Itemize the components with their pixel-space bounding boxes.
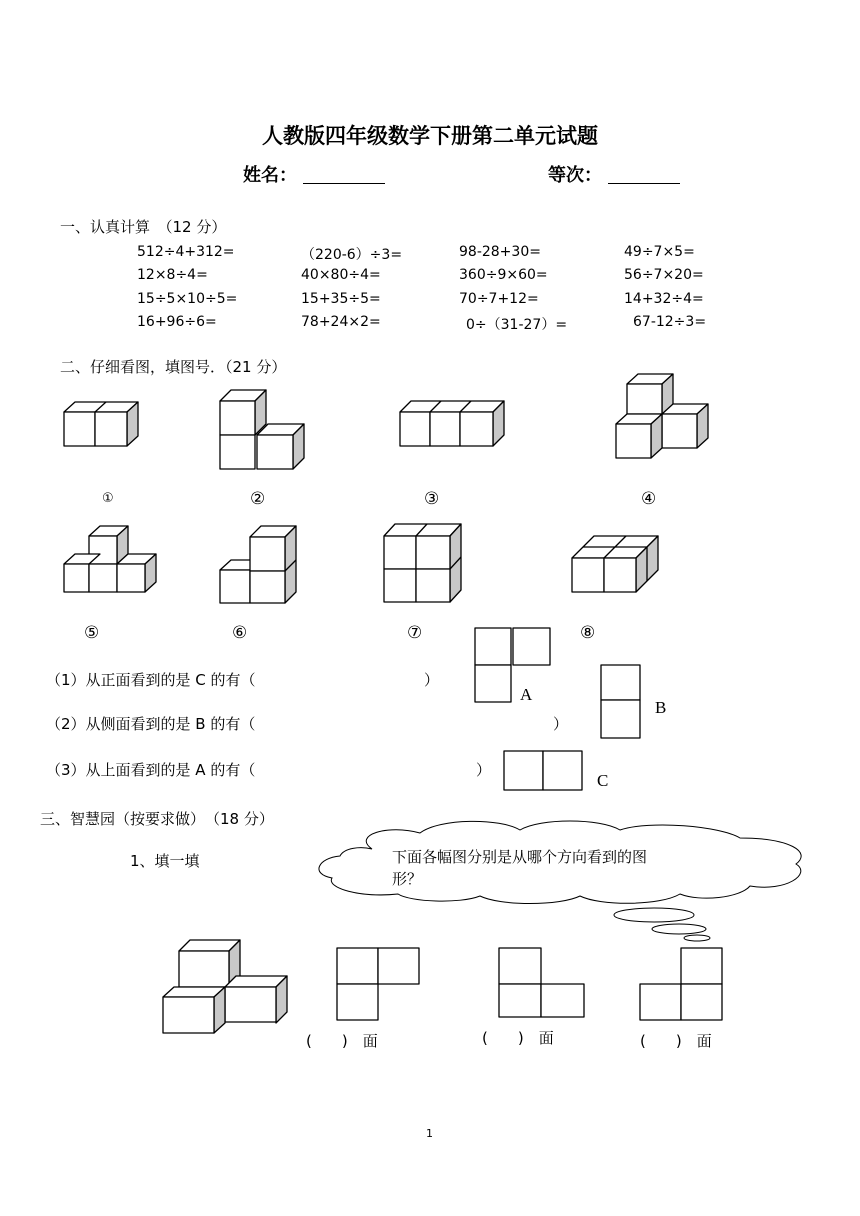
- figure-7: [384, 524, 461, 602]
- question-1: （1）从正面看到的是 C 的有（: [46, 671, 256, 689]
- calc-item: 40×80÷4=: [301, 267, 381, 283]
- calc-item: 16+96÷6=: [137, 314, 217, 330]
- calc-item: 12×8÷4=: [137, 267, 208, 283]
- answer-2[interactable]: ( ) 面: [482, 1029, 554, 1047]
- section3-view-1: [337, 948, 419, 1020]
- calc-item: 70÷7+12=: [459, 291, 539, 307]
- answer-1[interactable]: ( ) 面: [306, 1032, 378, 1050]
- calc-item: 56÷7×20=: [624, 267, 704, 283]
- section3-heading: 三、智慧园（按要求做） （18 分）: [40, 810, 274, 828]
- page-number: 1: [426, 1127, 433, 1140]
- calc-item: 15+35÷5=: [301, 291, 381, 307]
- calc-item: 0÷（31-27）=: [466, 317, 568, 333]
- question-3-close: ）: [476, 761, 492, 779]
- calc-item: 15÷5×10÷5=: [137, 291, 238, 307]
- question-3: （3）从上面看到的是 A 的有（: [46, 761, 256, 779]
- figure-8: [572, 536, 658, 592]
- question-2-close: ）: [553, 715, 569, 733]
- calc-item: 512÷4+312=: [137, 244, 235, 260]
- figure-label-5: ⑤: [84, 623, 100, 643]
- view-label-b: B: [655, 698, 667, 717]
- answer-3[interactable]: ( ) 面: [640, 1032, 712, 1050]
- name-label: 姓名：: [243, 165, 297, 186]
- view-label-c: C: [597, 771, 609, 790]
- figure-1: [64, 402, 138, 446]
- figure-label-8: ⑧: [580, 623, 596, 643]
- calc-item: 67-12÷3=: [633, 314, 707, 330]
- calc-item: 98-28+30=: [459, 244, 541, 260]
- figure-label-1: ①: [102, 491, 114, 506]
- calc-item: 78+24×2=: [301, 314, 381, 330]
- section2-heading: 二、仔细看图，填图号．（21 分）: [60, 358, 287, 376]
- section3-view-2: [499, 948, 584, 1017]
- question-1-close: ）: [424, 671, 440, 689]
- question-2: （2）从侧面看到的是 B 的有（: [46, 715, 256, 733]
- section3-solid: [163, 940, 287, 1033]
- figure-3: [400, 401, 504, 446]
- cloud-text-line2: 形？: [392, 870, 423, 888]
- section3-view-3: [640, 948, 722, 1020]
- figure-label-3: ③: [424, 489, 440, 509]
- figure-4: [616, 374, 708, 458]
- view-c: [504, 751, 582, 790]
- section1-heading: 一、认真计算 （12 分）: [60, 218, 227, 236]
- cloud-text-line1: 下面各幅图分别是从哪个方向看到的图: [392, 848, 648, 866]
- grade-label: 等次：: [548, 165, 602, 186]
- calc-item: 14+32÷4=: [624, 291, 704, 307]
- page-title: 人教版四年级数学下册第二单元试题: [262, 124, 598, 148]
- calc-item: 49÷7×5=: [624, 244, 695, 260]
- figure-label-4: ④: [641, 489, 657, 509]
- view-a: [475, 628, 550, 702]
- figure-5: [64, 526, 156, 592]
- calc-item: （220-6）÷3=: [301, 247, 403, 263]
- figure-label-7: ⑦: [407, 623, 423, 643]
- figure-label-2: ②: [250, 489, 266, 509]
- view-label-a: A: [520, 685, 533, 704]
- view-b: [601, 665, 640, 738]
- figure-6: [220, 526, 296, 603]
- figure-label-6: ⑥: [232, 623, 248, 643]
- figure-2: [220, 390, 304, 469]
- calc-item: 360÷9×60=: [459, 267, 548, 283]
- section3-subheading: 1、填一填: [130, 852, 200, 870]
